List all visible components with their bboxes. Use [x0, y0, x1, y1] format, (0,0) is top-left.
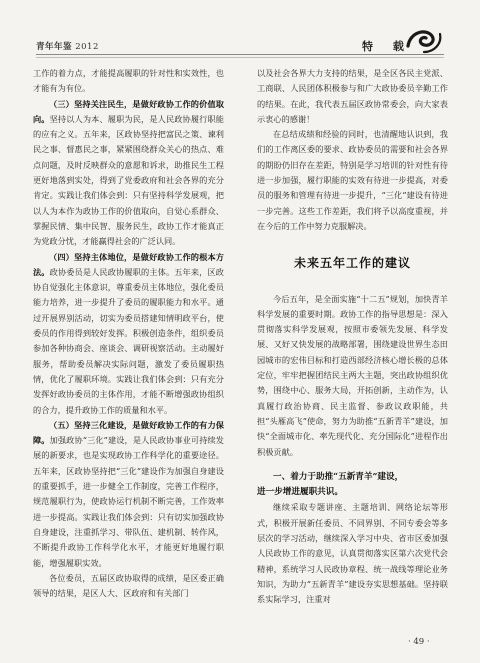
paragraph-heading: （三）坚持关注民生，是做好政协工作的价值取向。 [33, 98, 224, 124]
subsection-heading-line2: 进一步增进履职共识。 [257, 487, 343, 498]
right-column [257, 66, 448, 608]
left-column [33, 66, 224, 601]
paragraph: 以及社会各界大力支持的结果，是全区各民主党派、工商联、人民团体积极参与和广大政协委员辛勤工作的结果。在此，我代表五届区政协常委会，向大家表示衷心的感谢！ [257, 68, 448, 124]
page-number: · 49 · [408, 637, 430, 647]
header-rule [36, 54, 444, 55]
paragraph [33, 250, 224, 418]
paragraph-body: 坚持以人为本、履职为民，是人民政协履行职能的应有之义。五年来，区政协坚持把富民之策、谏利民之事、督惠民之事，紧紧围绕群众关心的热点、难点问题，及时反映群众的意愿和诉求，助推民生工程更好地落到实处，得到了党委政府和社会各界的充分肯定。实践让我们体会到：只有坚持科学发展观，把以人为本作为政协工作的价值取向，自觉心系群众、掌握民情、集中民智、服务民生，政协工作才能真正为党政分忧，才能赢得社会的广泛认同。 [33, 113, 224, 247]
paragraph: 继续采取专题讲座、主题培训、网络论坛等形式，积极开展新任委员、不同界别、不同专委会等多层次的学习活动，继续深入学习中央、省市区委加强人民政协工作的意见，认真贯彻落实区第六次党代会精神，系统学习人民政协章程、统一战线等理论业务知识，为助力“五新青羊”建设夯实思想基础。坚持联系实际学习，注重对 [257, 502, 448, 605]
paragraph: 工作的着力点，才能提高履职的针对性和实效性，也才能有为有位。 [33, 68, 224, 94]
paragraph [33, 97, 224, 250]
paragraph: 今后五年，是全面实施“十二五”规划，加快青羊科学发展的重要时期。政协工作的指导思想是：深入贯彻落实科学发展观，按照市委领先发展、科学发展、又好又快发展的战略部署，围绕建设世界生态田园城市的宏伟目标和打造西部经济核心增长极的总体定位，牢牢把握团结民主两大主题，突出政协组织优势，围绕中心、服务大局，开拓创新，主动作为，认真履行政治协商、民主监督、参政议政职能，共担“头雁高飞”使命，努力为助推“五新青羊”建设，加快“全面城市化、率先现代化、充分国际化”进程作出积极贡献。 [257, 293, 448, 457]
swirl-ornament-icon [404, 24, 444, 56]
paragraph: 在总结成绩和经验的同时，也清醒地认识到，我们的工作离区委的要求、政协委员的需要和社会各界的期盼仍旧存在差距，特别是学习培训的针对性有待进一步加强，履行职能的实效有待进一步提高，对委员的服务和管理有待进一步提升，“三化”建设有待进一步完善。这些工作差距，我们将予以高度重视，并在今后的工作中努力克服解决。 [257, 129, 448, 231]
section-label: 特 载 [362, 40, 412, 53]
subsection-heading [257, 470, 448, 501]
paragraph-heading: （五）坚持三化建设，是做好政协工作的有力保障。 [33, 419, 224, 446]
journal-year: 2012 [75, 42, 99, 52]
paragraph-body: 政协委员是人民政协履职的主体。五年来，区政协自觉强化主体意识，尊重委员主体地位，强化委员能力培养，进一步提升了委员的履职能力和水平。通过开展界别活动，切实为委员搭建知情明政平台，使委员的作用得到较好发挥。积极创造条件，组织委员参加各种协商会、座谈会、调研视察活动。主动履好服务，帮助委员解决实际问题，激发了委员履职热情，优化了履职环境。实践让我们体会到：只有充分发挥好政协委员的主体作用，才能不断增强政协组织的合力，提升政协工作的质量和水平。 [33, 266, 224, 415]
paragraph: 各位委员，五届区政协取得的成绩，是区委正确领导的结果，是区人大、区政府和有关部门 [33, 572, 224, 599]
journal-name: 青年年鉴 [36, 42, 73, 52]
subsection-heading-line1: 一、着力于助推“五新青羊”建设， [273, 471, 404, 482]
section-title: 未来五年工作的建议 [293, 256, 411, 271]
paragraph [33, 418, 224, 571]
paragraph-heading: （四）坚持主体地位，是做好政协工作的根本方法。 [33, 251, 224, 277]
header-rule-thin [36, 57, 444, 58]
running-header-left [36, 40, 99, 52]
paragraph-body: 加强政协“三化”建设，是人民政协事业可持续发展的新要求，也是实现政协工作科学化的重要途径。五年来，区政协坚持把“三化”建设作为加强自身建设的重要抓手，进一步健全工作制度，完善工作程序，规范履职行为，使政协运行机制不断完善，工作效率进一步提高。实践让我们体会到：只有切实加强政协自身建设，注重抓学习、带队伍、建机制、转作风，不断提升政协工作科学化水平，才能更好地履行职能，增强履职实效。 [33, 435, 224, 568]
